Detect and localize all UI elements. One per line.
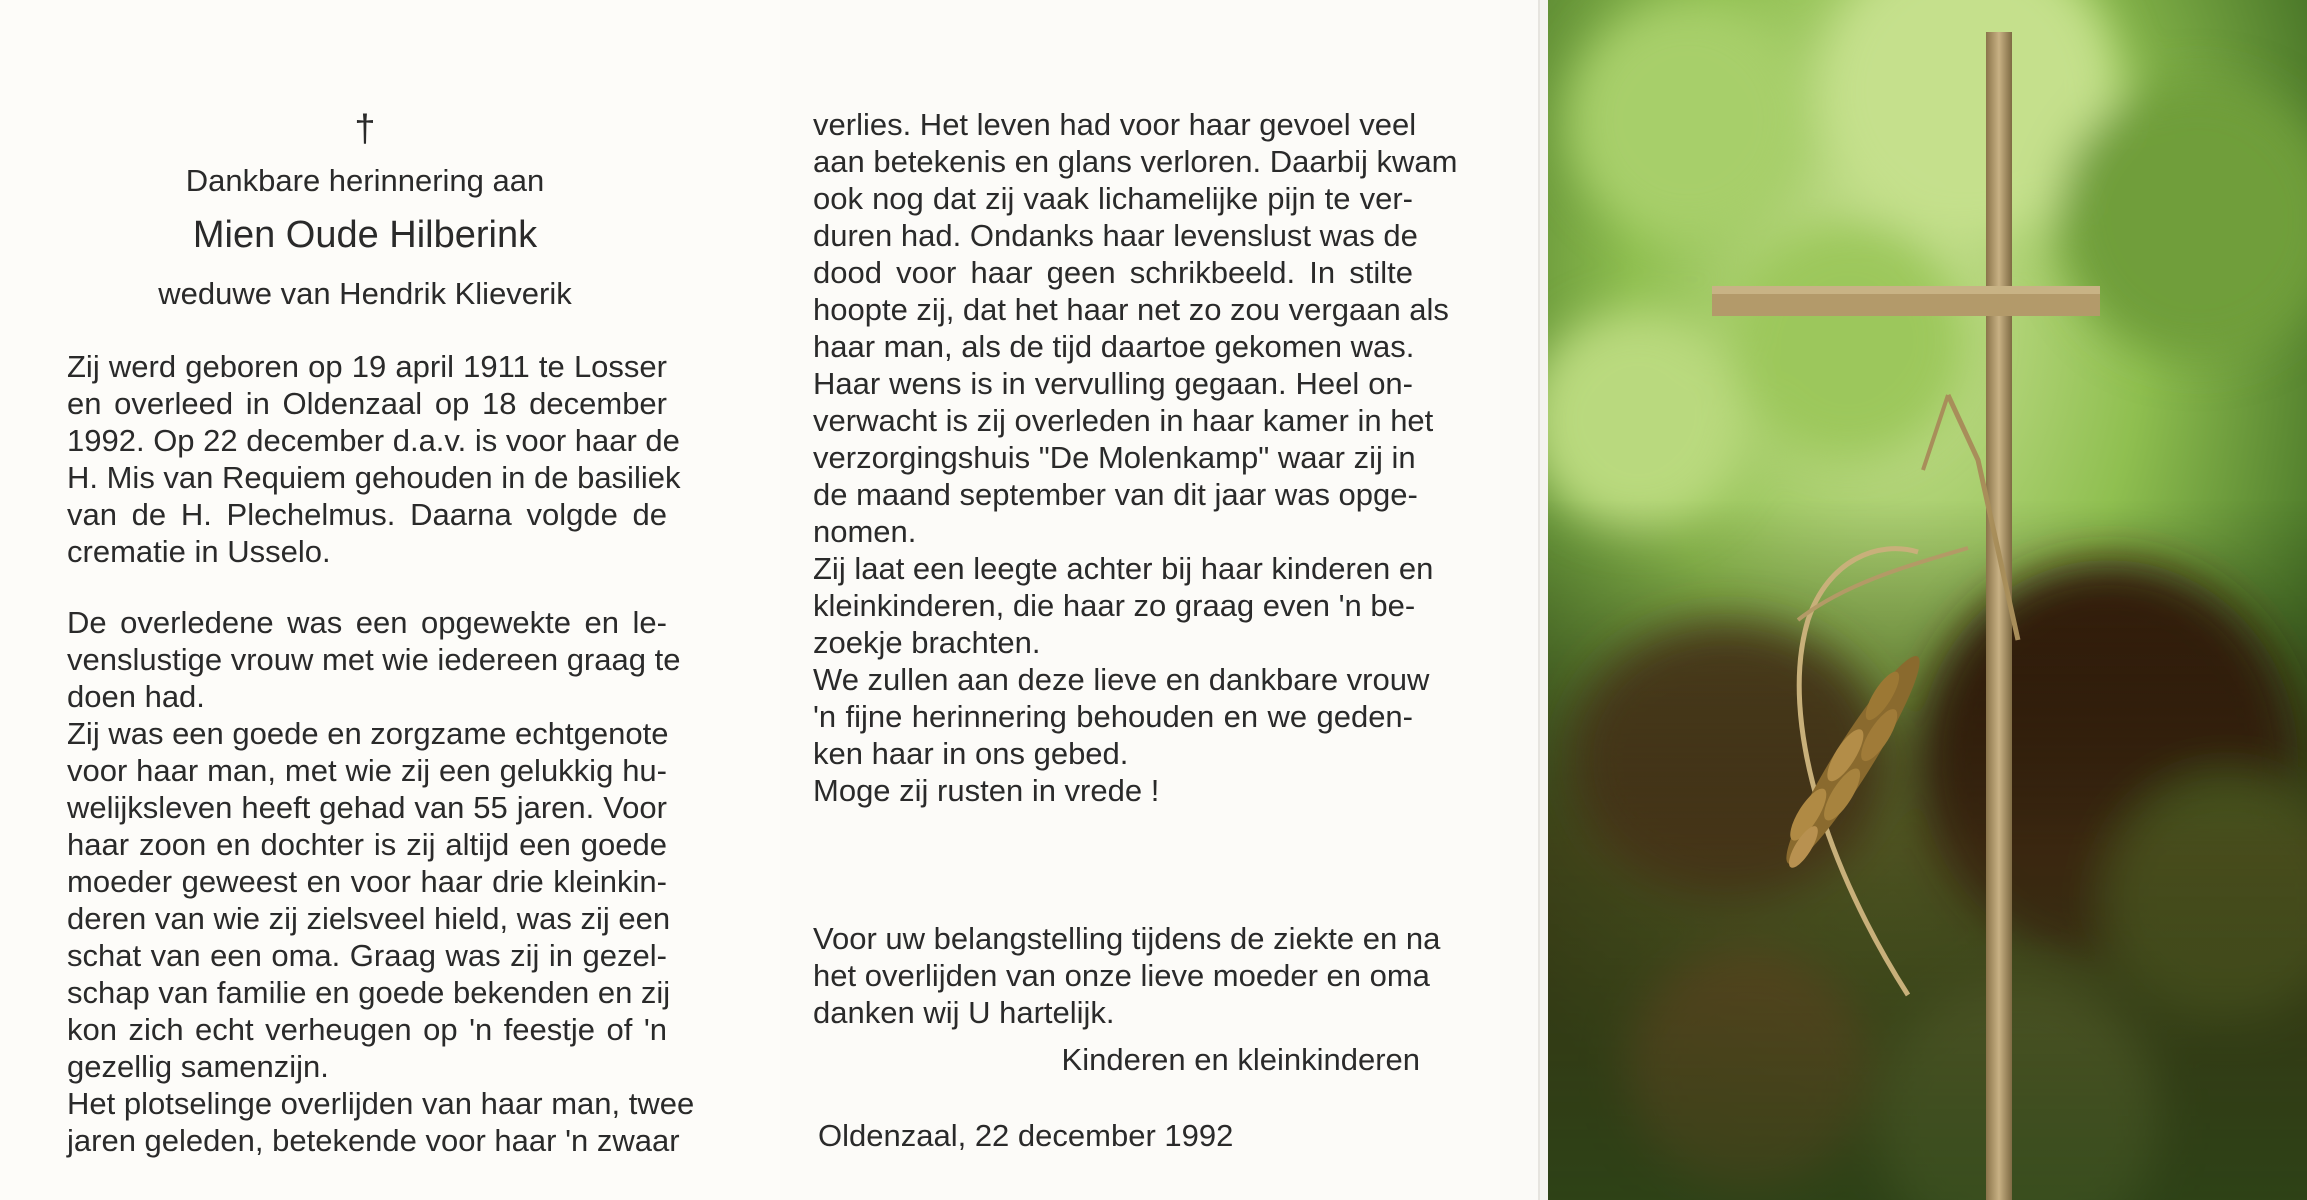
text-line: moeder geweest en voor haar drie kleinkin- [67,864,667,899]
cross-with-wheat-photo [1548,0,2307,1200]
text-line: schap van familie en goede bekenden en zij [67,975,671,1010]
text-line: Moge zij rusten in vrede ! [813,773,1160,808]
text-line: verlies. Het leven had voor haar gevoel veel [813,107,1417,142]
signature: Kinderen en kleinkinderen [1061,1042,1420,1077]
text-line: zoekje brachten. [813,625,1041,660]
text-line: verzorgingshuis "De Molenkamp" waar zij in [813,440,1416,475]
text-line: welijksleven heeft gehad van 55 jaren. Voor [67,790,667,825]
widow-line: weduwe van Hendrik Klieverik [158,276,572,311]
text-line: verwacht is zij overleden in haar kamer in het [813,403,1434,438]
text-line: jaren geleden, betekende voor haar 'n zwaar [67,1123,680,1158]
text-line: doen had. [67,679,205,714]
thanks-paragraph [813,920,1441,1031]
text-line: de maand september van dit jaar was opge- [813,477,1418,512]
remembrance-heading: Dankbare herinnering aan [185,163,545,198]
text-line: haar zoon en dochter is zij altijd een goede [67,827,667,862]
text-line: deren van wie zij zielsveel hield, was zij een [67,901,671,936]
text-line: Voor uw belangstelling tijdens de ziekte en na [813,921,1441,956]
text-line: hoopte zij, dat het haar net zo zou vergaan als [813,292,1449,327]
text-line: van de H. Plechelmus. Daarna volgde de [67,497,667,532]
text-line: Zij laat een leegte achter bij haar kinderen en [813,551,1434,586]
text-line: Het plotselinge overlijden van haar man, twee [67,1086,695,1121]
text-line: aan betekenis en glans verloren. Daarbij kwam [813,144,1458,179]
text-line: venslustige vrouw met wie iedereen graag te [67,642,681,677]
text-line: en overleed in Oldenzaal op 18 december [67,386,667,421]
text-line: We zullen aan deze lieve en dankbare vrouw [813,662,1430,697]
text-line: gezellig samenzijn. [67,1049,329,1084]
text-line: De overledene was een opgewekte en le- [67,605,667,640]
cross-symbol: † [354,108,376,150]
card-fold [1538,0,1540,1200]
text-line: 'n fijne herinnering behouden en we geden- [813,699,1413,734]
text-line: kon zich echt verheugen op 'n feestje of 'n [67,1012,667,1047]
text-line: het overlijden van onze lieve moeder en oma [813,958,1430,993]
text-line: nomen. [813,514,917,549]
text-line: voor haar man, met wie zij een gelukkig hu- [67,753,667,788]
text-line: crematie in Usselo. [67,534,331,569]
text-line: duren had. Ondanks haar levenslust was de [813,218,1418,253]
biography-paragraph-2 [67,604,695,1159]
biography-paragraph-3 [813,106,1458,809]
text-line: dood voor haar geen schrikbeeld. In stilte [813,255,1413,290]
text-line: Zij werd geboren op 19 april 1911 te Losser [67,349,667,384]
text-line: Zij was een goede en zorgzame echtgenote [67,716,669,751]
text-line: ken haar in ons gebed. [813,736,1129,771]
biography-paragraph-1 [67,348,681,570]
text-line: haar man, als de tijd daartoe gekomen was. [813,329,1415,364]
text-line: 1992. Op 22 december d.a.v. is voor haar de [67,423,680,458]
deceased-name: Mien Oude Hilberink [192,214,538,256]
place-date: Oldenzaal, 22 december 1992 [818,1118,1234,1153]
text-line: schat van een oma. Graag was zij in gezel- [67,938,667,973]
text-line: H. Mis van Requiem gehouden in de basiliek [67,460,681,495]
text-line: Haar wens is in vervulling gegaan. Heel on- [813,366,1413,401]
text-line: ook nog dat zij vaak lichamelijke pijn te ver- [813,181,1413,216]
text-line: kleinkinderen, die haar zo graag even 'n be- [813,588,1416,623]
text-line: danken wij U hartelijk. [813,995,1115,1030]
